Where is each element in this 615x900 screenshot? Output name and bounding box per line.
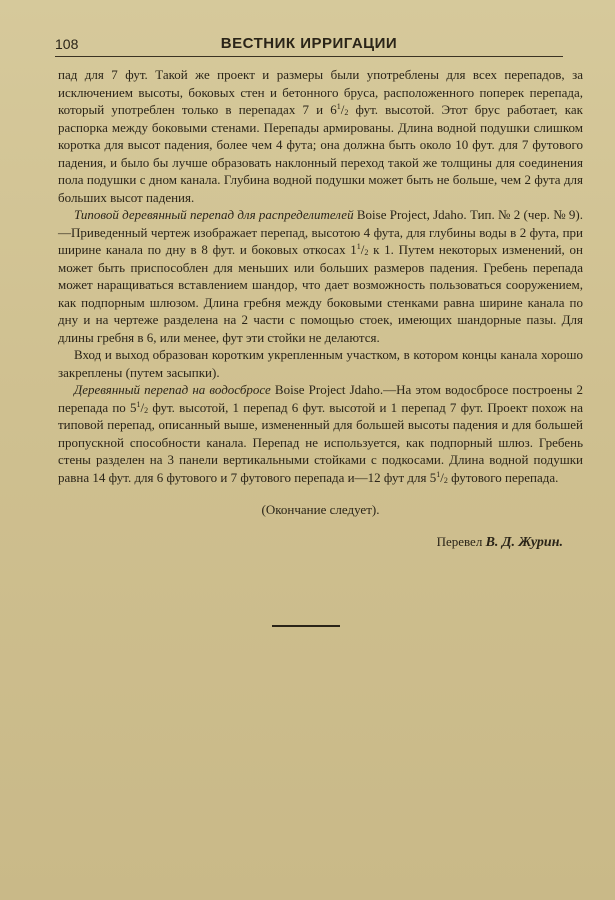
fraction: $6^1/_2$ xyxy=(330,102,349,117)
paragraph-4: Деревянный перепад на водосбросе Boise Project Jdaho.—На этом водосбросе построены 2 перепада по $5^1/_2$ фут. высотой, 1 перепад 6 фут. высотой и 1 перепад 7 фут. Проект похож на типовой перепад, описанный выше, измененный для большей высоты падения и для большей пропускной способности канала. Перепад не используется, как подпорный шлюз. Гребень стены разделен на 3 панели вертикальными стойками с подкосами. Длина водной подушки равна 14 фут. для 6 футового и 7 футового перепада и—12 фут для $5^1/_2$ футового перепада. xyxy=(58,382,583,485)
article-body xyxy=(58,66,583,551)
running-header xyxy=(55,34,563,57)
section-title: Типовой деревянный перепад для распределителей xyxy=(74,207,354,222)
journal-title: ВЕСТНИК ИРРИГАЦИИ xyxy=(220,35,398,52)
end-rule xyxy=(272,625,340,627)
section-title: Деревянный перепад на водосбросе xyxy=(74,382,271,397)
paragraph-1: пад для 7 фут. Такой же проект и размеры были употреблены для всех перепадов, за исключением высоты, боковых стен и бетонного бруса, расположенного поперек перепада, который употреблен только в перепадах 7 и $6^1/_2$ фут. высотой. Этот брус работает, как распорка между боковыми стенами. Перепады армированы. Длина водной подушки слишком коротка для высот падения, более чем 4 фута; она должна быть около 10 фут. для 7 футового падения, и было бы лучше образовать наклонный переход такой же толщины для соединения пола подушки с дном канала. Глубина водной подушки может быть не больше, чем 2 фута для больших высот падения. xyxy=(58,67,583,205)
fraction: $1^1/_2$ xyxy=(350,242,369,257)
fraction: $5^1/_2$ xyxy=(429,469,448,485)
translator-name: В. Д. Журин. xyxy=(485,534,563,550)
continued-note: (Окончание следует). xyxy=(261,502,380,517)
page-number: 108 xyxy=(55,36,79,52)
fraction: $5^1/_2$ xyxy=(130,399,149,415)
translator-credit: Перевел В. Д. Журин. xyxy=(436,533,563,550)
paragraph-2: Типовой деревянный перепад для распределителей Boise Project, Jdaho. Тип. № 2 (чер. № 9).—Приведенный чертеж изображает перепад, высотою 4 фута, для глубины воды в 2 фута, при ширине канала по дну в 8 фут. и боковых откосах $1^1/_2$ к 1. Путем некоторых изменений, он может быть приспособлен для меньших или больших размеров падения. Гребень перепада может наращиваться вставлением шандор, что дает возможность пользоваться сооружением, как подпорным шлюзом. Длина гребня между боковыми стенками равна ширине канала по дну и на чертеже разделена на 2 части с помощью стоек, имеющих шандорные пазы. Для длины гребня в 6, или менее, фут эти стойки не делаются. xyxy=(58,207,583,345)
paragraph-3: Вход и выход образован коротким укрепленным участком, в котором концы канала хорошо закреплены (путем засыпки). xyxy=(58,347,583,380)
